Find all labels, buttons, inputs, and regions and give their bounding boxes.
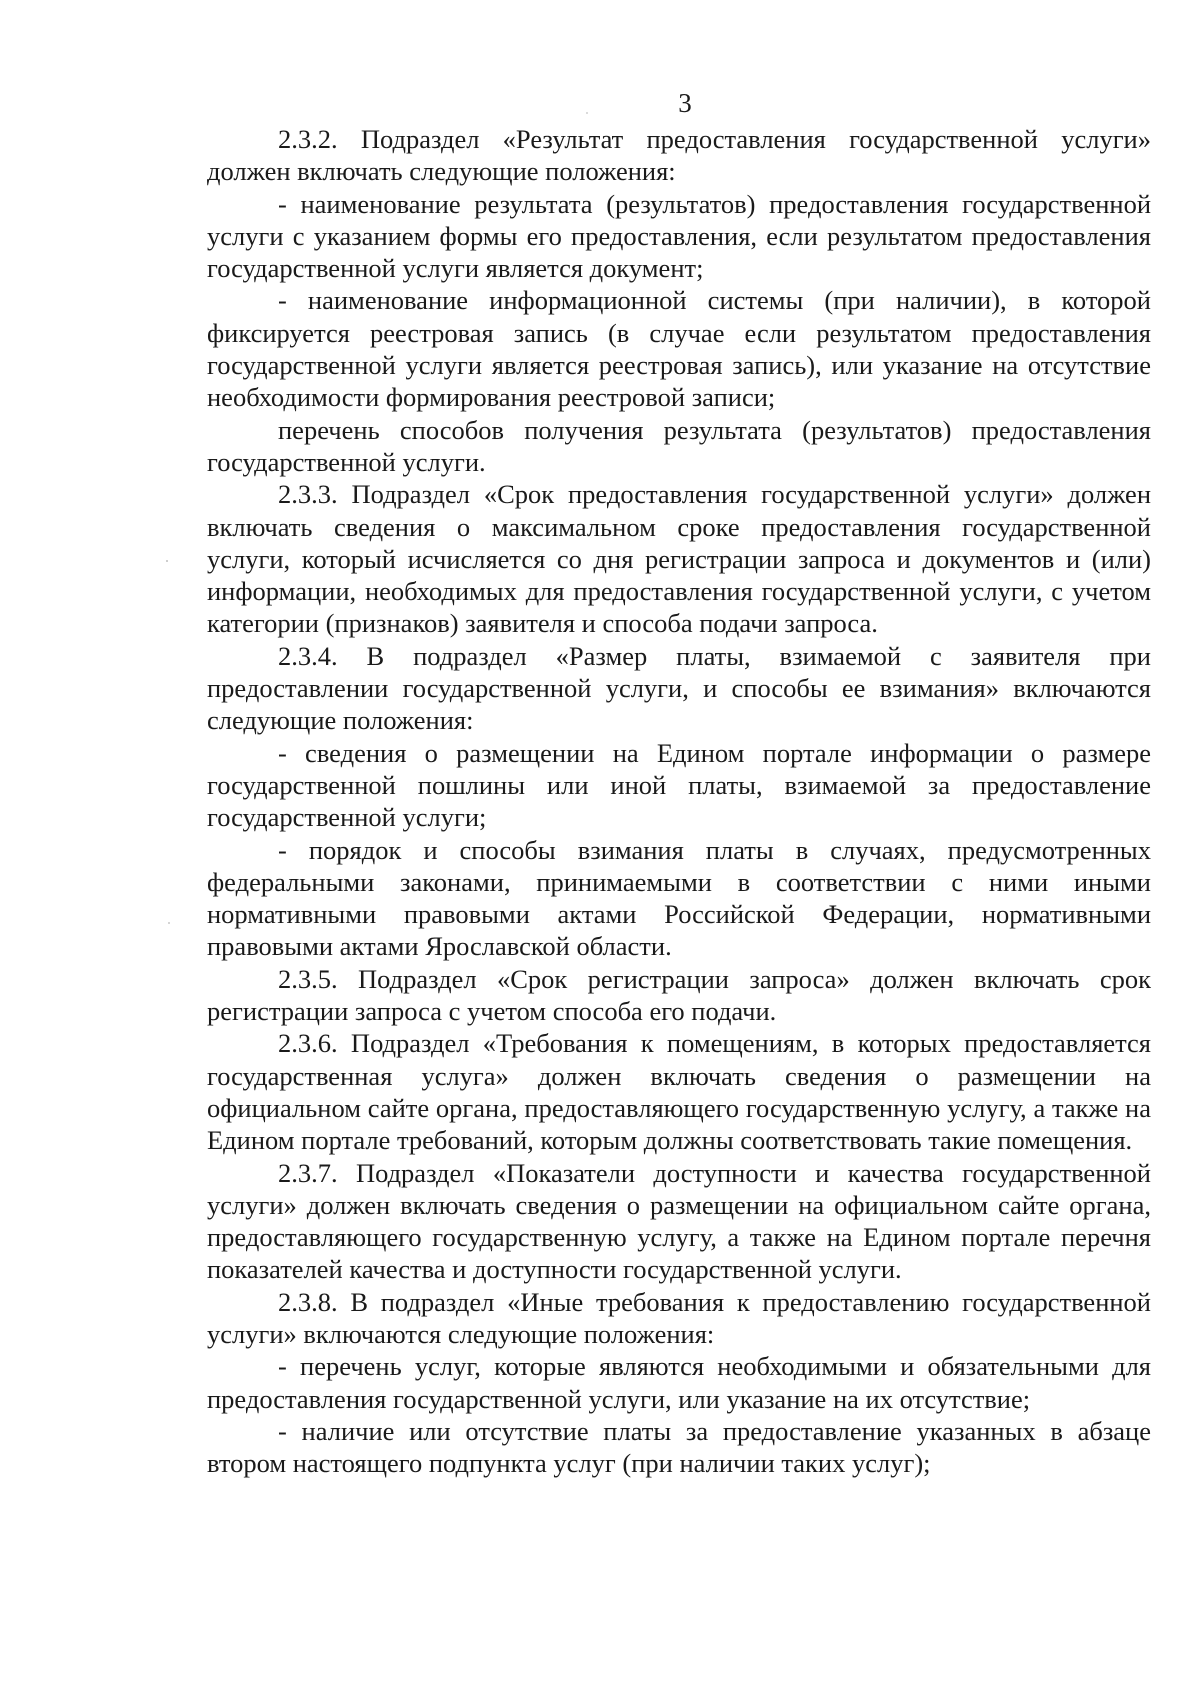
page-number: 3 xyxy=(678,88,692,118)
list-item-service-fee: - наличие или отсутствие платы за предоставление указанных в абзаце втором настоящего подпункта услуг (при наличии таких услуг); xyxy=(207,1415,1151,1479)
scan-speck xyxy=(168,922,170,924)
document-body xyxy=(207,123,1151,1479)
paragraph-2-3-5: 2.3.5. Подраздел «Срок регистрации запроса» должен включать срок регистрации запроса с учетом способа его подачи. xyxy=(207,963,1151,1027)
list-item-fee-info: - сведения о размещении на Едином портале информации о размере государственной пошлины или иной платы, взимаемой за предоставление государственной услуги; xyxy=(207,737,1151,833)
paragraph-2-3-2: 2.3.2. Подраздел «Результат предоставления государственной услуги» должен включать следующие положения: xyxy=(207,124,1151,187)
list-item-info-system: - наименование информационной системы (при наличии), в которой фиксируется реестровая запись (в случае если результатом предоставления государственной услуги является реестровая запись), или указание на отсутствие необходимости формирования реестровой записи; xyxy=(207,285,1151,413)
list-item-receipt-methods: перечень способов получения результата (результатов) предоставления государственной услуги. xyxy=(207,414,1151,477)
list-item-fee-procedure: - порядок и способы взимания платы в случаях, предусмотренных федеральными законами, принимаемыми в соответствии с ними иными нормативными правовыми актами Российской Федерации, нормативными правовыми актами Ярославской области. xyxy=(207,834,1151,962)
paragraph-2-3-7: 2.3.7. Подраздел «Показатели доступности и качества государственной услуги» должен включать сведения о размещении на официальном сайте органа, предоставляющего государственную услугу, а также на Едином портале перечня показателей качества и доступности государственной услуги. xyxy=(207,1157,1151,1285)
list-item-required-services: - перечень услуг, которые являются необходимыми и обязательными для предоставления государственной услуги, или указание на их отсутствие; xyxy=(207,1351,1151,1414)
paragraph-2-3-8: 2.3.8. В подраздел «Иные требования к предоставлению государственной услуги» включаются следующие положения: xyxy=(207,1286,1151,1349)
scan-speck xyxy=(166,560,168,562)
paragraph-2-3-3: 2.3.3. Подраздел «Срок предоставления государственной услуги» должен включать сведения о максимальном сроке предоставления государственной услуги, который исчисляется со дня регистрации запроса и документов и (или) информации, необходимых для предоставления государственной услуги, с учетом категории (признаков) заявителя и способа подачи запроса. xyxy=(207,479,1151,639)
paragraph-2-3-6: 2.3.6. Подраздел «Требования к помещениям, в которых предоставляется государственная услуга» должен включать сведения о размещении на официальном сайте органа, предоставляющего государственную услугу, а также на Едином портале требований, которым должны соответствовать такие помещения. xyxy=(207,1028,1151,1156)
paragraph-2-3-4: 2.3.4. В подраздел «Размер платы, взимаемой с заявителя при предоставлении государственной услуги, и способы ее взимания» включаются следующие положения: xyxy=(207,640,1151,736)
list-item-result-name: - наименование результата (результатов) предоставления государственной услуги с указанием формы его предоставления, если результатом предоставления государственной услуги является документ; xyxy=(207,188,1151,284)
